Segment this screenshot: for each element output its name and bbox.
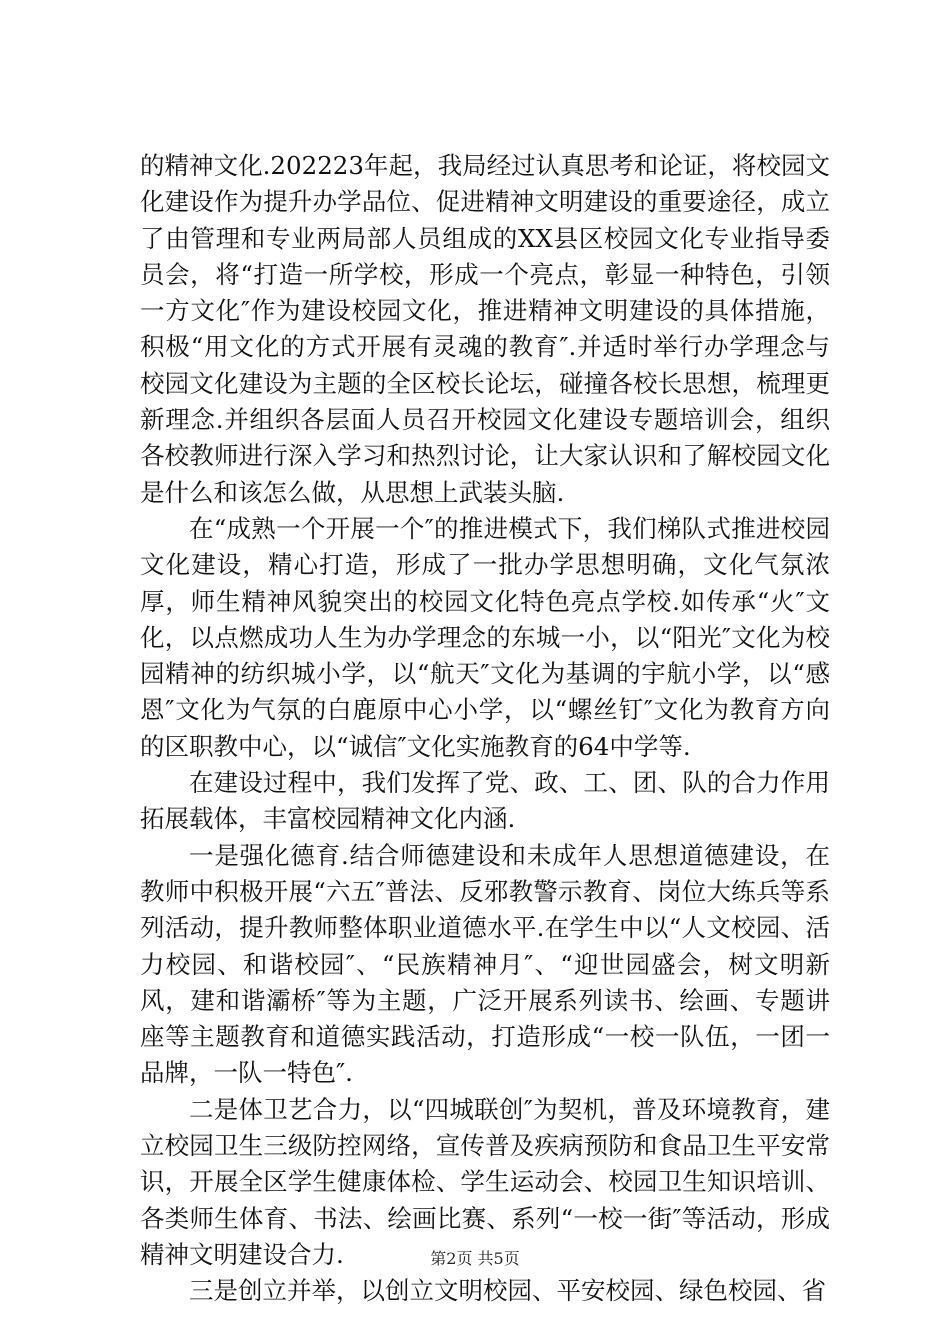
paragraph: 在建设过程中，我们发挥了党、政、工、团、队的合力作用拓展载体，丰富校园精神文化内涵. — [140, 768, 830, 834]
paragraph: 一是强化德育.结合师德建设和未成年人思想道德建设，在教师中积极开展“六五″普法、反邪教警示教育、岗位大练兵等系列活动，提升教师整体职业道德水平.在学生中以“人文校园、活力校园、和谐校园″、“民族精神月″、“迎世园盛会，树文明新风，建和谐灞桥″等为主题，广泛开展系列读书、绘画、专题讲座等主题教育和道德实践活动，打造形成“一校一队伍，一团一品牌，一队一特色″. — [140, 840, 830, 1088]
paragraph: 二是体卫艺合力，以“四城联创″为契机，普及环境教育，建立校园卫生三级防控网络，宣传普及疾病预防和食品卫生平安常识，开展全区学生健康体检、学生运动会、校园卫生知识培训、各类师生体育、书法、绘画比赛、系列“一校一街″等活动，形成精神文明建设合力. — [140, 1094, 830, 1269]
paragraph: 三是创立并举，以创立文明校园、平安校园、绿色校园、省 — [189, 1276, 826, 1306]
paragraph: 在“成熟一个开展一个″的推进模式下，我们梯队式推进校园文化建设，精心打造，形成了一批办学思想明确，文化气氛浓厚，师生精神风貌突出的校园文化特色亮点学校.如传承“火″文化，以点燃成功人生为办学理念的东城一小，以“阳光″文化为校园精神的纺织城小学，以“航天″文化为基调的宇航小学，以“感恩″文化为气氛的白鹿原中心小学，以“螺丝钉″文化为教育方向的区职教中心，以“诚信″文化实施教育的64中学等. — [140, 513, 830, 761]
document-body — [140, 148, 830, 1310]
paragraph: 的精神文化.202223年起，我局经过认真思考和论证，将校园文化建设作为提升办学品位、促进精神文明建设的重要途径，成立了由管理和专业两局部人员组成的XX县区校园文化专业指导委员会，将“打造一所学校，形成一个亮点，彰显一种特色，引领一方文化″作为建设校园文化，推进精神文明建设的具体措施，积极“用文化的方式开展有灵魂的教育″.并适时举行办学理念与校园文化建设为主题的全区校长论坛，碰撞各校长思想，梳理更新理念.并组织各层面人员召开校园文化建设专题培训会，组织各校教师进行深入学习和热烈讨论，让大家认识和了解校园文化是什么和该怎么做，从思想上武装头脑. — [140, 151, 830, 507]
page-footer: 第2页 共5页 — [430, 1249, 520, 1268]
